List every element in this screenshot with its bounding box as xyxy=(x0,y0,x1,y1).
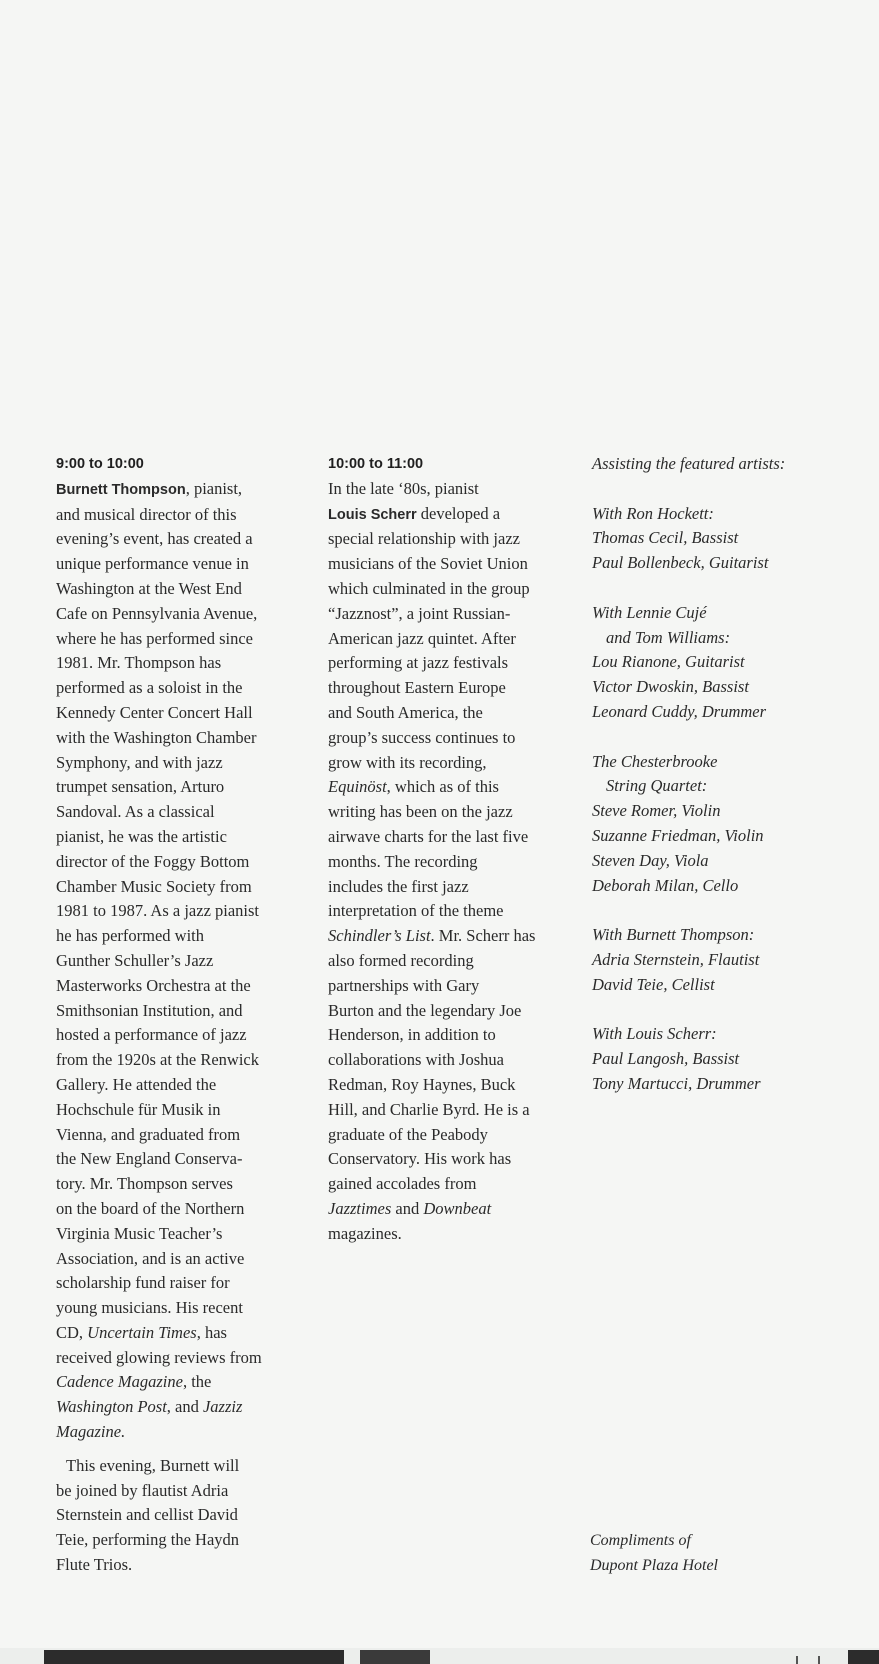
bio-line: Redman, Roy Haynes, Buck xyxy=(328,1074,516,1094)
bio-line: CD, Uncertain Times, has xyxy=(56,1322,227,1342)
bio-line: Jazztimes and Downbeat xyxy=(328,1198,492,1218)
artist-entry: Deborah Milan, Cello xyxy=(592,875,739,895)
artist-entry: Tony Martucci, Drummer xyxy=(592,1073,761,1093)
bio-line: Henderson, in addition to xyxy=(328,1025,496,1045)
evening-note xyxy=(56,1454,288,1578)
bio-line: with the Washington Chamber xyxy=(56,727,257,747)
bio-line: Gallery. He attended the xyxy=(56,1074,217,1094)
bio-line: Hill, and Charlie Byrd. He is a xyxy=(328,1099,530,1119)
bio-line: trumpet sensation, Arturo xyxy=(56,777,225,797)
bio-line: 1981 to 1987. As a jazz pianist xyxy=(56,901,260,921)
time-slot-1: 9:00 to 10:00 xyxy=(56,456,144,472)
bio-line: 1981. Mr. Thompson has xyxy=(56,653,222,673)
group-heading: String Quartet: xyxy=(606,776,708,796)
bio-line: evening’s event, has created a xyxy=(56,529,253,549)
group-heading: With Lennie Cujé xyxy=(592,602,707,622)
publication-downbeat: Downbeat xyxy=(423,1198,492,1218)
bio-line: group’s success continues to xyxy=(328,727,516,747)
scan-edge-bar xyxy=(848,1650,879,1664)
scan-edge-bar xyxy=(360,1650,430,1664)
bio-line: Burton and the legendary Joe xyxy=(328,1000,522,1020)
burnett-thompson-column: 9:00 to 10:00 Burnett Thompson, pianist, and musical director of this evening’s event, has created a unique performance venue in Washington at the West End Cafe on Pennsylvania Avenue, where he has performed since 1981. Mr. Thompson has performed as a soloist in the Kennedy Center Concert Hall with the Washington Chamber Symphony, and with jazz trumpet sensation, Arturo Sandoval. As a classical pianist, he was the artistic director of the Foggy Bottom Chamber Music Society from 1981 to 1987. As a jazz pianist he has performed with Gunther Schuller’s Jazz Masterworks Orchestra at the Smithsonian Institution, and hosted a performance of jazz from the 1920s at the Renwick Gallery. He attended the Hochschule für Musik in Vienna, and graduated from the New England Conserva- tory. Mr. Thompson serves on the board of the Northern Virginia Music Teacher’s Association, and is an active scholarship fund raiser for young musicians. His recent CD, Uncertain Times, has received glowing reviews from Cadence Magazine, the Washington Post, and Jazziz Magazine. This evening, Burnett will be joined by flautist Adria Sternstein and cellist David Teie, performing the Haydn Flute Trios. xyxy=(56,452,288,1578)
bio-line: airwave charts for the last five xyxy=(328,826,529,846)
bio-line: Conservatory. His work has xyxy=(328,1149,512,1169)
bio-line: from the 1920s at the Renwick xyxy=(56,1050,259,1070)
bio-line: Smithsonian Institution, and xyxy=(56,1000,243,1020)
artist-entry: Steve Romer, Violin xyxy=(592,801,721,821)
bio-line: magazines. xyxy=(328,1223,402,1243)
bio-line: partnerships with Gary xyxy=(328,975,480,995)
artist-entry: Victor Dwoskin, Bassist xyxy=(592,677,749,697)
bio-line: Symphony, and with jazz xyxy=(56,752,223,772)
artist-group-string-quartet xyxy=(592,750,832,899)
bio-line: writing has been on the jazz xyxy=(328,802,513,822)
artist-group-louis-scherr xyxy=(592,1022,832,1096)
artist-entry: Suzanne Friedman, Violin xyxy=(592,825,764,845)
bio-line: “Jazznost”, a joint Russian- xyxy=(328,603,511,623)
publication-washington-post: Washington Post xyxy=(56,1397,167,1417)
bio-line: Association, and is an active xyxy=(56,1248,245,1268)
artist-group-ron-hockett xyxy=(592,502,832,576)
bio-line: pianist, he was the artistic xyxy=(56,826,227,846)
note-line: This evening, Burnett will xyxy=(66,1455,240,1475)
bio-line: director of the Foggy Bottom xyxy=(56,851,250,871)
louis-scherr-column: 10:00 to 11:00 In the late ‘80s, pianist Louis Scherr developed a special relationship with jazz musicians of the Soviet Union which culminated in the group “Jazznost”, a joint Russian- American jazz quintet. After performing at jazz festivals throughout Eastern Europe and South America, the group’s success continues to grow with its recording, Equinöst, which as of this writing has been on the jazz airwave charts for the last five months. The recording includes the first jazz interpretation of the theme Schindler’s List. Mr. Scherr has also formed recording partnerships with Gary Burton and the legendary Joe Henderson, in addition to collaborations with Joshua Redman, Roy Haynes, Buck Hill, and Charlie Byrd. He is a graduate of the Peabody Conservatory. His work has gained accolades from Jazztimes and Downbeat magazines. xyxy=(328,452,560,1247)
artist-entry: Steven Day, Viola xyxy=(592,850,709,870)
bio-line: Virginia Music Teacher’s xyxy=(56,1223,223,1243)
bio-line: and South America, the xyxy=(328,702,483,722)
note-line: Teie, performing the Haydn xyxy=(56,1530,240,1550)
bio-line: tory. Mr. Thompson serves xyxy=(56,1174,233,1194)
bio-line: Washington Post, and Jazziz xyxy=(56,1397,243,1417)
bio-line: performing at jazz festivals xyxy=(328,653,509,673)
bio-line: received glowing reviews from xyxy=(56,1347,262,1367)
bio-line: Hochschule für Musik in xyxy=(56,1099,221,1119)
artist-name-louis-scherr: Louis Scherr xyxy=(328,506,417,523)
bio-line: unique performance venue in xyxy=(56,554,249,574)
bio-line: the New England Conserva- xyxy=(56,1149,243,1169)
note-line: be joined by flautist Adria xyxy=(56,1480,229,1500)
bio-line: Vienna, and graduated from xyxy=(56,1124,241,1144)
artist-entry: Adria Sternstein, Flautist xyxy=(592,949,760,969)
bio-line: musicians of the Soviet Union xyxy=(328,554,528,574)
bio-line: Magazine. xyxy=(56,1422,126,1442)
group-heading: With Burnett Thompson: xyxy=(592,925,755,945)
bio-line: throughout Eastern Europe xyxy=(328,678,506,698)
bio-line: Schindler’s List. Mr. Scherr has xyxy=(328,926,536,946)
publication-cadence: Cadence Magazine xyxy=(56,1372,183,1392)
group-heading: and Tom Williams: xyxy=(606,627,731,647)
artist-entry: Paul Bollenbeck, Guitarist xyxy=(592,553,769,573)
artist-group-burnett-thompson xyxy=(592,923,832,997)
bio-line: In the late ‘80s, pianist xyxy=(328,478,479,498)
bio-line: American jazz quintet. After xyxy=(328,628,516,648)
time-slot-2: 10:00 to 11:00 xyxy=(328,456,424,472)
bio-line: performed as a soloist in the xyxy=(56,678,243,698)
artist-entry: Paul Langosh, Bassist xyxy=(592,1049,740,1069)
bio-line: Sandoval. As a classical xyxy=(56,802,215,822)
bio-line: hosted a performance of jazz xyxy=(56,1025,247,1045)
artist-entry: Leonard Cuddy, Drummer xyxy=(592,701,767,721)
bio-line: he has performed with xyxy=(56,926,204,946)
compliments-line: Compliments of xyxy=(590,1532,691,1549)
bio-line: includes the first jazz xyxy=(328,876,469,896)
bio-line: and musical director of this xyxy=(56,504,237,524)
bio-line: young musicians. His recent xyxy=(56,1298,243,1318)
note-line: Flute Trios. xyxy=(56,1555,133,1575)
recording-title: Equinöst xyxy=(328,777,387,797)
theme-title: Schindler’s List xyxy=(328,926,431,946)
artist-entry: Lou Rianone, Guitarist xyxy=(592,652,745,672)
note-line: Sternstein and cellist David xyxy=(56,1505,238,1525)
bio-line: Cafe on Pennsylvania Avenue, xyxy=(56,603,258,623)
artist-name-burnett-thompson: Burnett Thompson xyxy=(56,481,186,498)
bio-line: Equinöst, which as of this xyxy=(328,777,499,797)
bio-line: Washington at the West End xyxy=(56,578,242,598)
bio-line: gained accolades from xyxy=(328,1174,477,1194)
scan-edge-mark xyxy=(796,1656,798,1664)
publication-jazziz: Jazziz xyxy=(202,1397,243,1417)
bio-line: where he has performed since xyxy=(56,628,253,648)
group-heading: With Ron Hockett: xyxy=(592,503,714,523)
bio-line: collaborations with Joshua xyxy=(328,1050,504,1070)
bio-line: months. The recording xyxy=(328,851,478,871)
scan-edge-mark xyxy=(818,1656,820,1664)
bio-line: scholarship fund raiser for xyxy=(56,1273,230,1293)
artist-group-lennie-cuje xyxy=(592,601,832,725)
bio-line: Kennedy Center Concert Hall xyxy=(56,702,253,722)
bio-line: Cadence Magazine, the xyxy=(56,1372,212,1392)
bio-line: grow with its recording, xyxy=(328,752,487,772)
assisting-artists-column xyxy=(592,452,832,1097)
group-heading: With Louis Scherr: xyxy=(592,1024,717,1044)
artist-entry: David Teie, Cellist xyxy=(592,974,715,994)
bio-line: which culminated in the group xyxy=(328,578,530,598)
bio-line: also formed recording xyxy=(328,950,474,970)
compliments-credit xyxy=(590,1528,718,1578)
bio-line: Chamber Music Society from xyxy=(56,876,252,896)
assisting-heading: Assisting the featured artists: xyxy=(592,454,786,473)
bio-line: special relationship with jazz xyxy=(328,529,520,549)
publication-jazztimes: Jazztimes xyxy=(328,1198,392,1218)
bio-line: Masterworks Orchestra at the xyxy=(56,975,251,995)
bio-line: interpretation of the theme xyxy=(328,901,504,921)
scan-edge-bar xyxy=(44,1650,344,1664)
group-heading: The Chesterbrooke xyxy=(592,751,718,771)
bio-line: on the board of the Northern xyxy=(56,1198,245,1218)
cd-title: Uncertain Times xyxy=(87,1322,197,1342)
sponsor-name: Dupont Plaza Hotel xyxy=(590,1557,718,1574)
bio-line: Gunther Schuller’s Jazz xyxy=(56,950,214,970)
bio-line: graduate of the Peabody xyxy=(328,1124,488,1144)
artist-entry: Thomas Cecil, Bassist xyxy=(592,528,739,548)
